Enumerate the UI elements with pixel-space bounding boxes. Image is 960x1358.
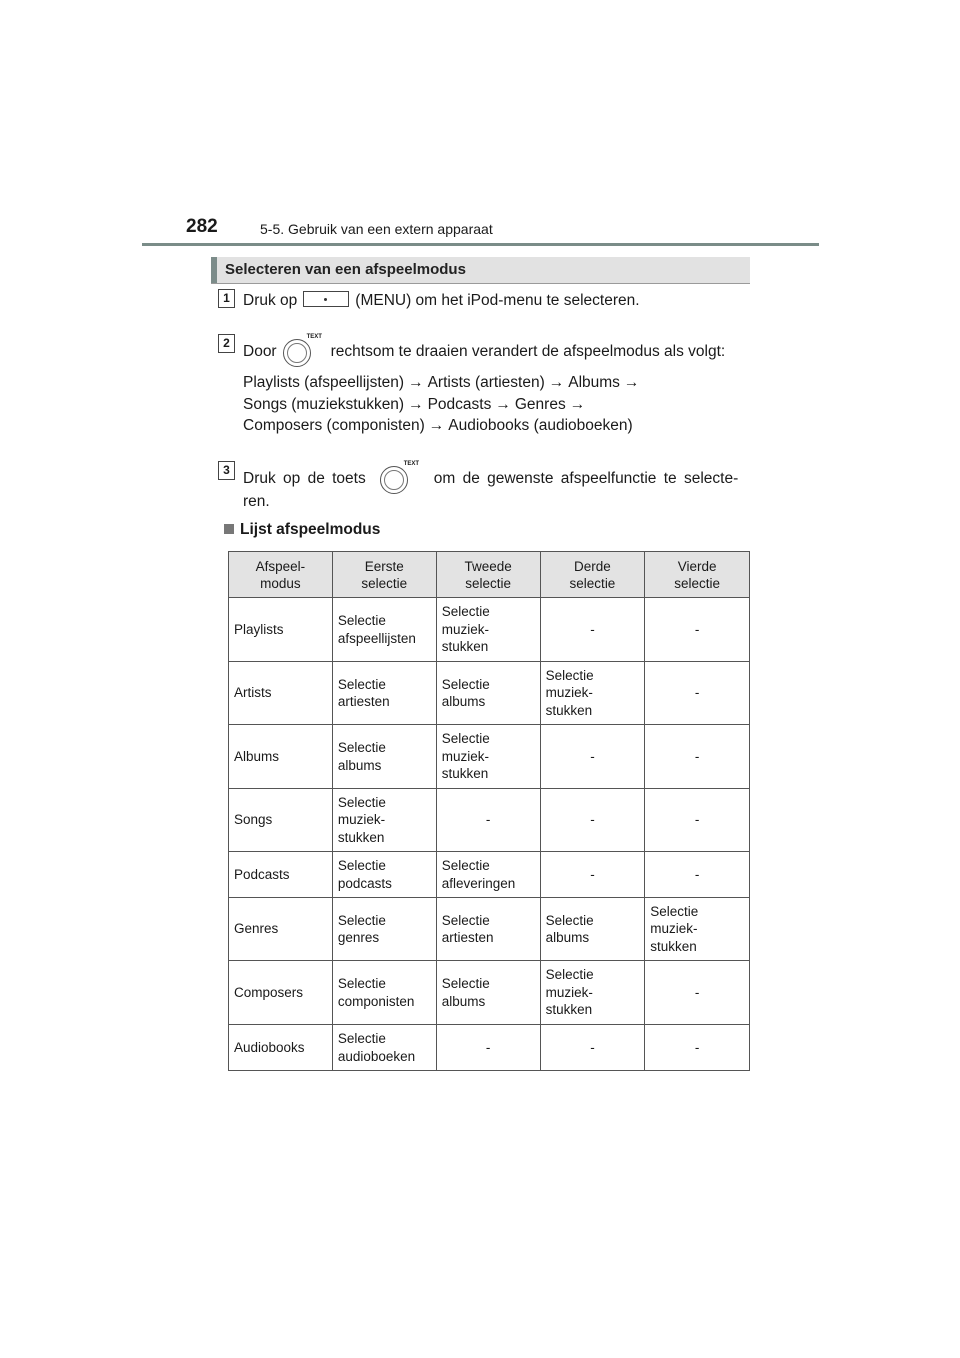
seq-songs: Songs (muziekstukken)	[243, 396, 405, 413]
table-row	[229, 852, 750, 898]
table-cell: Selectie muziek- stukken	[332, 789, 436, 852]
arrow-icon: →	[569, 396, 586, 413]
table-row	[229, 598, 750, 662]
table-cell: -	[645, 725, 750, 789]
seq-audiobooks: Audiobooks (audioboeken)	[448, 417, 633, 434]
step-3-continuation: ren.	[243, 493, 270, 510]
play-mode-table	[228, 551, 750, 1071]
table-cell: Selectie audioboeken	[332, 1025, 436, 1071]
table-cell: Selectie albums	[540, 898, 645, 961]
table-cell: -	[540, 852, 645, 898]
table-cell: -	[540, 598, 645, 662]
table-cell: -	[645, 1025, 750, 1071]
arrow-icon: →	[408, 374, 424, 391]
table-cell: Selectie genres	[332, 898, 436, 961]
step-number-1: 1	[218, 289, 235, 308]
mode-name-cell: Playlists	[229, 598, 333, 662]
step-2-after: rechtsom te draaien verandert de afspeelmodus als volgt:	[330, 343, 726, 360]
step-number-3: 3	[218, 461, 235, 480]
sequence-line-2	[243, 396, 589, 414]
mode-name-cell: Audiobooks	[229, 1025, 333, 1071]
mode-name-cell: Songs	[229, 789, 333, 852]
mode-name-cell: Albums	[229, 725, 333, 789]
table-cell: Selectie albums	[436, 961, 540, 1025]
mode-name-cell: Artists	[229, 662, 333, 725]
arrow-icon: →	[548, 374, 565, 391]
mode-name-cell: Genres	[229, 898, 333, 961]
table-header-row	[229, 552, 750, 598]
menu-button-icon	[303, 291, 349, 307]
table-row	[229, 789, 750, 852]
table-row	[229, 662, 750, 725]
step-3-after: om de gewenste afspeelfunctie te selecte-	[433, 470, 739, 487]
step-2-text	[243, 336, 725, 366]
step-3-before: Druk op de toets	[243, 470, 366, 487]
table-cell: Selectie componisten	[332, 961, 436, 1025]
sub-heading	[224, 521, 380, 539]
table-cell: Selectie afspeellijsten	[332, 598, 436, 662]
arrow-icon: →	[428, 417, 445, 434]
table-cell: -	[436, 1025, 540, 1071]
table-header-cell: Eerste selectie	[332, 552, 436, 598]
table-cell: -	[540, 725, 645, 789]
arrow-icon: →	[623, 374, 640, 391]
table-header-cell: Tweede selectie	[436, 552, 540, 598]
step-1-after: (MENU) om het iPod-menu te selecteren.	[355, 292, 640, 309]
table-cell: -	[540, 789, 645, 852]
step-number-2: 2	[218, 334, 235, 353]
step-2-before: Door	[243, 343, 277, 360]
table-header-cell: Afspeel- modus	[229, 552, 333, 598]
tune-knob-icon	[283, 336, 329, 366]
table-cell: -	[645, 598, 750, 662]
table-cell: Selectie muziek- stukken	[540, 662, 645, 725]
step-3-text	[243, 463, 738, 493]
table-cell: Selectie muziek- stukken	[436, 725, 540, 789]
table-cell: Selectie muziek- stukken	[645, 898, 750, 961]
table-cell: Selectie albums	[332, 725, 436, 789]
knob-label: TEXT	[306, 334, 322, 340]
section-heading-text: Selecteren van een afspeelmodus	[225, 261, 466, 278]
table-cell: Selectie albums	[436, 662, 540, 725]
table-cell: Selectie muziek- stukken	[540, 961, 645, 1025]
table-cell: Selectie podcasts	[332, 852, 436, 898]
table-cell: Selectie artiesten	[332, 662, 436, 725]
seq-podcasts: Podcasts	[427, 396, 492, 413]
table-cell: -	[645, 961, 750, 1025]
heading-accent-bar	[211, 257, 217, 283]
mode-name-cell: Composers	[229, 961, 333, 1025]
seq-composers: Composers (componisten)	[243, 417, 425, 434]
table-row	[229, 961, 750, 1025]
table-row	[229, 725, 750, 789]
table-row	[229, 1025, 750, 1071]
table-cell: -	[540, 1025, 645, 1071]
knob-label: TEXT	[403, 461, 420, 467]
bullet-square-icon	[224, 524, 234, 534]
section-heading	[211, 257, 750, 284]
arrow-icon: →	[495, 396, 511, 413]
table-cell: -	[436, 789, 540, 852]
seq-playlists: Playlists (afspeellijsten)	[243, 374, 405, 391]
step-1-text	[243, 291, 640, 310]
table-header-cell: Derde selectie	[540, 552, 645, 598]
section-title: 5-5. Gebruik van een extern apparaat	[260, 221, 493, 237]
table-cell: -	[645, 662, 750, 725]
mode-name-cell: Podcasts	[229, 852, 333, 898]
arrow-icon: →	[408, 396, 424, 413]
page-number: 282	[186, 216, 218, 237]
table-cell: Selectie muziek- stukken	[436, 598, 540, 662]
seq-artists: Artists (artiesten)	[427, 374, 545, 391]
seq-genres: Genres	[514, 396, 566, 413]
tune-knob-icon	[380, 463, 426, 493]
sequence-line-3	[243, 417, 633, 435]
sub-heading-text: Lijst afspeelmodus	[240, 521, 381, 538]
table-header-cell: Vierde selectie	[645, 552, 750, 598]
table-cell: -	[645, 852, 750, 898]
seq-albums: Albums	[568, 374, 620, 391]
table-row	[229, 898, 750, 961]
header-rule	[142, 243, 819, 246]
table-cell: Selectie artiesten	[436, 898, 540, 961]
table-cell: -	[645, 789, 750, 852]
step-1-before: Druk op	[243, 292, 298, 309]
sequence-line-1	[243, 374, 643, 392]
table-cell: Selectie afleveringen	[436, 852, 540, 898]
